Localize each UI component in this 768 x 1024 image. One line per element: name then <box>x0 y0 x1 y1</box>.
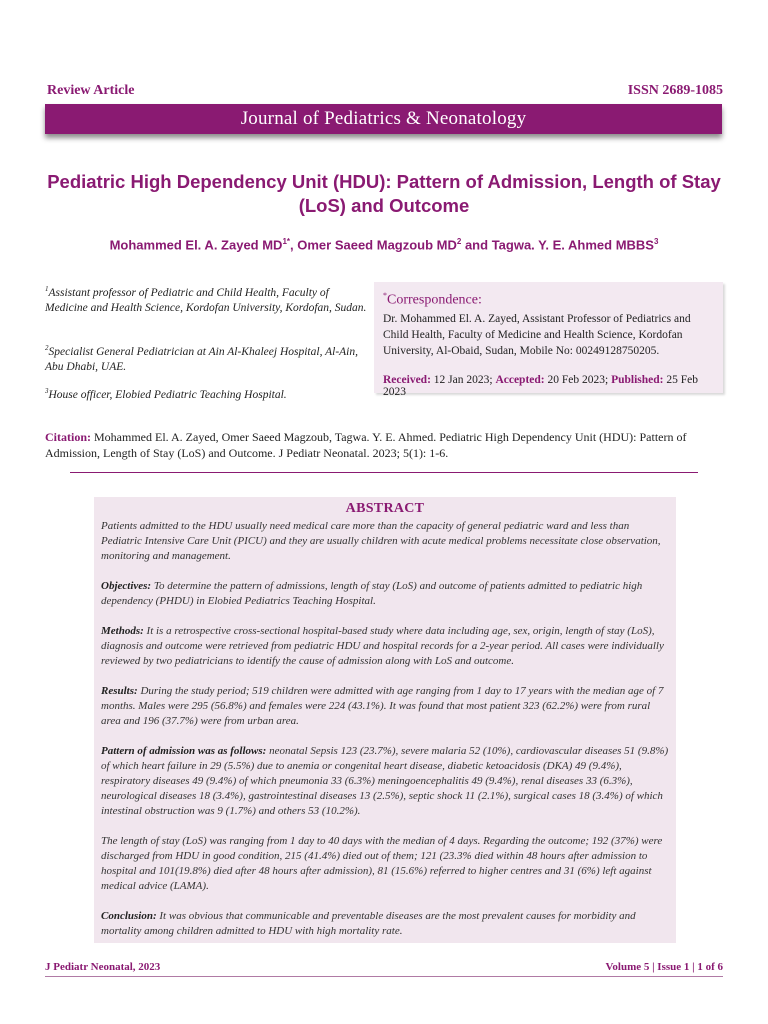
affiliation-3 <box>45 384 367 403</box>
received-date: 12 Jan 2023; <box>430 373 496 386</box>
footer-divider <box>45 976 723 977</box>
pattern-label: Pattern of admission was as follows: <box>101 745 267 757</box>
article-title: Pediatric High Dependency Unit (HDU): Pattern of Admission, Length of Stay (LoS) and Outcome <box>47 171 721 216</box>
objectives-label: Objectives: <box>101 580 152 592</box>
author-separator: , <box>290 237 298 253</box>
citation <box>45 429 725 461</box>
results-label: Results: <box>101 685 138 697</box>
section-divider <box>70 472 698 473</box>
accepted-date: 20 Feb 2023; <box>544 373 612 386</box>
correspondence-heading-text: Correspondence: <box>387 292 482 308</box>
received-label: Received: <box>383 373 431 386</box>
author-affiliation-marker: 1* <box>282 237 291 246</box>
citation-label: Citation: <box>45 430 91 444</box>
author-affiliation-marker: 3 <box>653 237 659 246</box>
affiliation-marker: 3 <box>45 387 49 395</box>
affiliation-1 <box>45 282 367 316</box>
author-name: Tagwa. Y. E. Ahmed MBBS <box>491 237 654 253</box>
conclusion-text: It was obvious that communicable and preventable diseases are the most prevalent causes for morbidity and mortality among children admitted to HDU with high mortality rate. <box>101 910 636 937</box>
abstract-results <box>101 684 669 729</box>
abstract-box <box>94 497 676 943</box>
author-name: Mohammed El. A. Zayed MD <box>109 237 283 253</box>
journal-name: Journal of Pediatrics & Neonatology <box>240 108 527 129</box>
objectives-text: To determine the pattern of admissions, length of stay (LoS) and outcome of patients admitted to pediatric high dependency (PHDU) in Elobied Pediatrics Teaching Hospital. <box>101 580 643 607</box>
published-date: 25 Feb 2023 <box>383 373 698 398</box>
affiliation-2 <box>45 341 367 375</box>
abstract-intro: Patients admitted to the HDU usually need medical care more than the capacity of general pediatric ward and less than Pediatric Intensive Care Unit (PICU) and they are usually children with acute medical problems necessitate close observation, monitoring and management. <box>101 520 661 562</box>
author-separator: and <box>461 237 492 253</box>
affiliation-text: Assistant professor of Pediatric and Child Health, Faculty of Medicine and Health Science, Kordofan University, Kordofan, Sudan. <box>45 286 367 314</box>
citation-text: Mohammed El. A. Zayed, Omer Saeed Magzoub, Tagwa. Y. E. Ahmed. Pediatric High Dependency Unit (HDU): Pattern of Admission, Length of Stay (LoS) and Outcome. J Pediatr Neonatal. 2023; 5(1): 1-6. <box>45 430 687 460</box>
abstract-conclusion <box>101 909 669 939</box>
published-label: Published: <box>611 373 664 386</box>
author-affiliation-marker: 2 <box>456 237 462 246</box>
abstract-objectives <box>101 579 669 609</box>
methods-label: Methods: <box>101 625 144 637</box>
issn-label: ISSN 2689-1085 <box>627 83 723 98</box>
footer-page-info: Volume 5 | Issue 1 | 1 of 6 <box>605 961 723 973</box>
results-text: During the study period; 519 children were admitted with age ranging from 1 day to 17 years with the median age of 7 months. Males were 295 (56.8%) and females were 224 (43.1%). It was found that most patient 323 (62.2%) were from rural area and 196 (37.7%) were from urban area. <box>101 685 664 727</box>
article-dates <box>383 374 715 398</box>
conclusion-label: Conclusion: <box>101 910 157 922</box>
correspondence-box <box>374 282 723 398</box>
affiliation-marker: 2 <box>45 344 49 352</box>
author-name: Omer Saeed Magzoub MD <box>297 237 457 253</box>
correspondence-heading <box>383 291 715 309</box>
abstract-admission-pattern <box>101 744 669 819</box>
abstract-heading: ABSTRACT <box>345 501 425 516</box>
abstract-methods <box>101 624 669 669</box>
methods-text: It is a retrospective cross-sectional hospital-based study where data including age, sex, origin, length of stay (LoS), diagnosis and outcome were retrieved from pediatric HDU and hospital records for a 2-year period. All cases were individually reviewed by two pediatricians to identify the cause of admission along with LoS and outcome. <box>101 625 664 667</box>
footer-journal-citation: J Pediatr Neonatal, 2023 <box>45 961 161 973</box>
author-list <box>40 237 728 252</box>
abstract-length-of-stay: The length of stay (LoS) was ranging from 1 day to 40 days with the median of 4 days. Regarding the outcome; 192 (37%) were discharged from HDU in good condition, 215 (41.4%) died out of them; 121 (23.3% died within 48 hours after admission to hospital and 101(19.8%) died after 48 hours after admission), 81 (15.6%) referred to higher centres and 31 (6%) left against medical advice (LAMA). <box>101 835 663 892</box>
article-type-label: Review Article <box>47 83 135 98</box>
accepted-label: Accepted: <box>495 373 545 386</box>
correspondence-marker: * <box>383 291 387 300</box>
affiliation-marker: 1 <box>45 285 49 293</box>
correspondence-text: Dr. Mohammed El. A. Zayed, Assistant Professor of Pediatrics and Child Health, Faculty of Medicine and Health Science, Kordofan University, Al-Obaid, Sudan, Mobile No: 00249128750205. <box>383 312 691 357</box>
affiliation-text: Specialist General Pediatrician at Ain Al-Khaleej Hospital, Al-Ain, Abu Dhabi, UAE. <box>45 345 359 373</box>
pattern-text: neonatal Sepsis 123 (23.7%), severe malaria 52 (10%), cardiovascular diseases 51 (9.8%) of which heart failure in 29 (5.5%) due to anemia or congenital heart disease, diabetic ketoacidosis (DKA) 49 (9.4%), respiratory diseases 49 (9.4%) of which pneumonia 33 (6.3%) meningoencephalitis 49 (9.4%), renal diseases 33 (6.3%), neurological diseases 18 (3.4%), gastrointestinal diseases 13 (2.5%), septic shock 11 (2.1%), surgical cases 18 (3.4%) of which intestinal obstruction was 9 (1.7%) and others 53 (10.2%). <box>101 745 669 817</box>
affiliation-text: House officer, Elobied Pediatric Teaching Hospital. <box>48 388 287 401</box>
journal-banner <box>45 104 722 134</box>
